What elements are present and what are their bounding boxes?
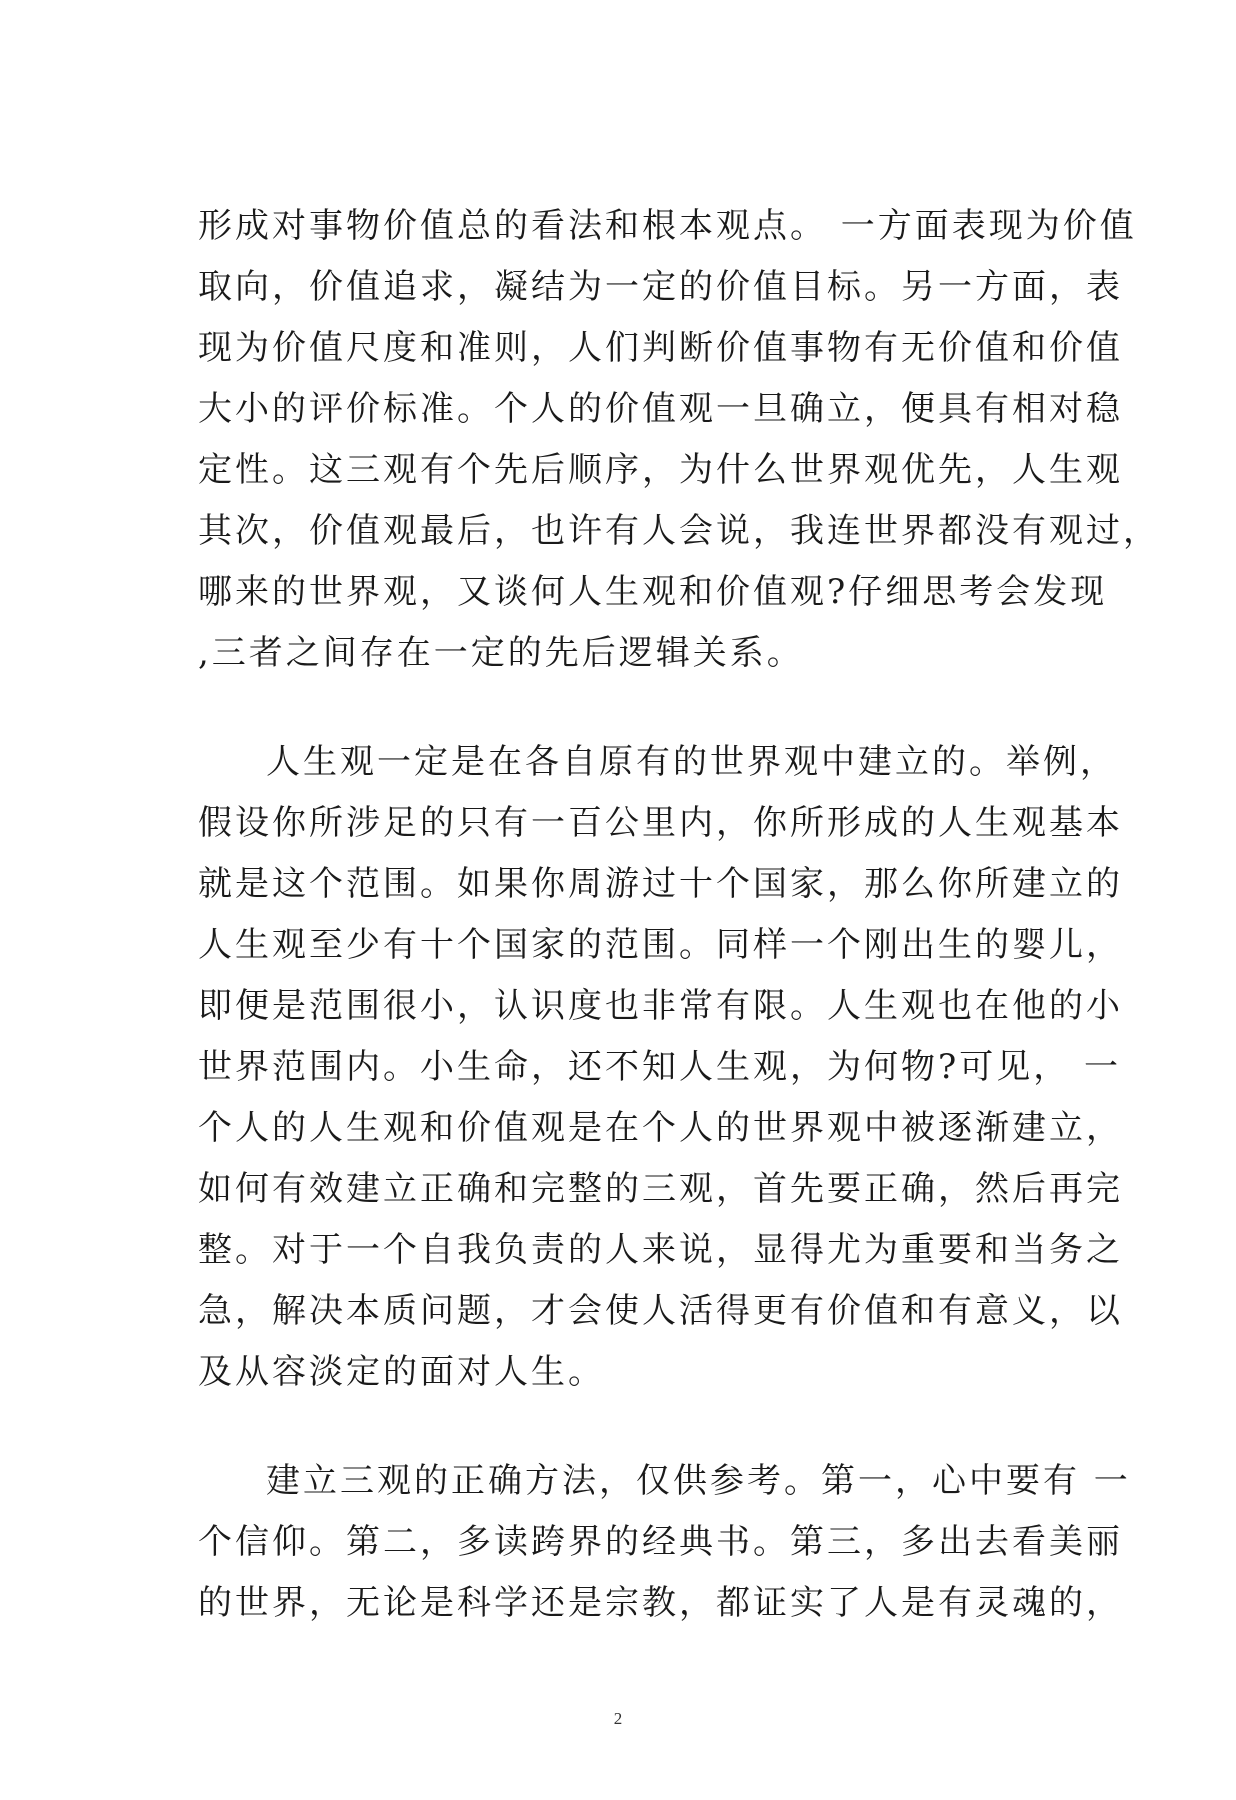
text-line: 人生观至少有十个国家的范围。同样一个刚出生的婴儿， [198,925,1123,965]
text-line: 哪来的世界观，又谈何人生观和价值观?仔细思考会发现 [198,572,1108,612]
text-line: 即便是范围很小，认识度也非常有限。人生观也在他的小 [198,986,1123,1026]
text-line: 取向，价值追求，凝结为一定的价值目标。另一方面，表 [198,267,1123,307]
text-line: 的世界，无论是科学还是宗教，都证实了人是有灵魂的， [198,1583,1123,1623]
text-line: 其次，价值观最后，也许有人会说，我连世界都没有观过， [198,511,1160,551]
text-line: 假设你所涉足的只有一百公里内，你所形成的人生观基本 [198,803,1123,843]
text-line: 整。对于一个自我负责的人来说，显得尤为重要和当务之 [198,1230,1123,1270]
text-line: 大小的评价标准。个人的价值观一旦确立，便具有相对稳 [198,389,1123,429]
text-line: 就是这个范围。如果你周游过十个国家，那么你所建立的 [198,864,1123,904]
paragraph-spacer [198,1403,1058,1451]
text-line: 个人的人生观和价值观是在个人的世界观中被逐渐建立， [198,1108,1123,1148]
paragraph-3 [198,1451,1131,1634]
text-line: 定性。这三观有个先后顺序，为什么世界观优先，人生观 [198,450,1123,490]
text-line: 个信仰。第二，多读跨界的经典书。第三，多出去看美丽 [198,1522,1123,1562]
text-line: 形成对事物价值总的看法和根本观点。 一方面表现为价值 [198,206,1137,246]
text-line: 人生观一定是在各自原有的世界观中建立的。举例， [266,742,1117,782]
text-line: 如何有效建立正确和完整的三观，首先要正确，然后再完 [198,1169,1123,1209]
text-line: 建立三观的正确方法，仅供参考。第一，心中要有 一 [266,1461,1131,1501]
text-line: ,三者之间存在一定的先后逻辑关系。 [198,633,804,673]
text-line: 及从容淡定的面对人生。 [198,1352,605,1392]
body-text [198,196,1160,1634]
paragraph-1 [198,196,1160,684]
paragraph-2 [198,732,1123,1403]
text-line: 急，解决本质问题，才会使人活得更有价值和有意义，以 [198,1291,1123,1331]
text-line: 现为价值尺度和准则，人们判断价值事物有无价值和价值 [198,328,1123,368]
paragraph-spacer [198,684,1058,732]
page-number: 2 [613,1709,623,1728]
text-line: 世界范围内。小生命，还不知人生观，为何物?可见， 一 [198,1047,1122,1087]
